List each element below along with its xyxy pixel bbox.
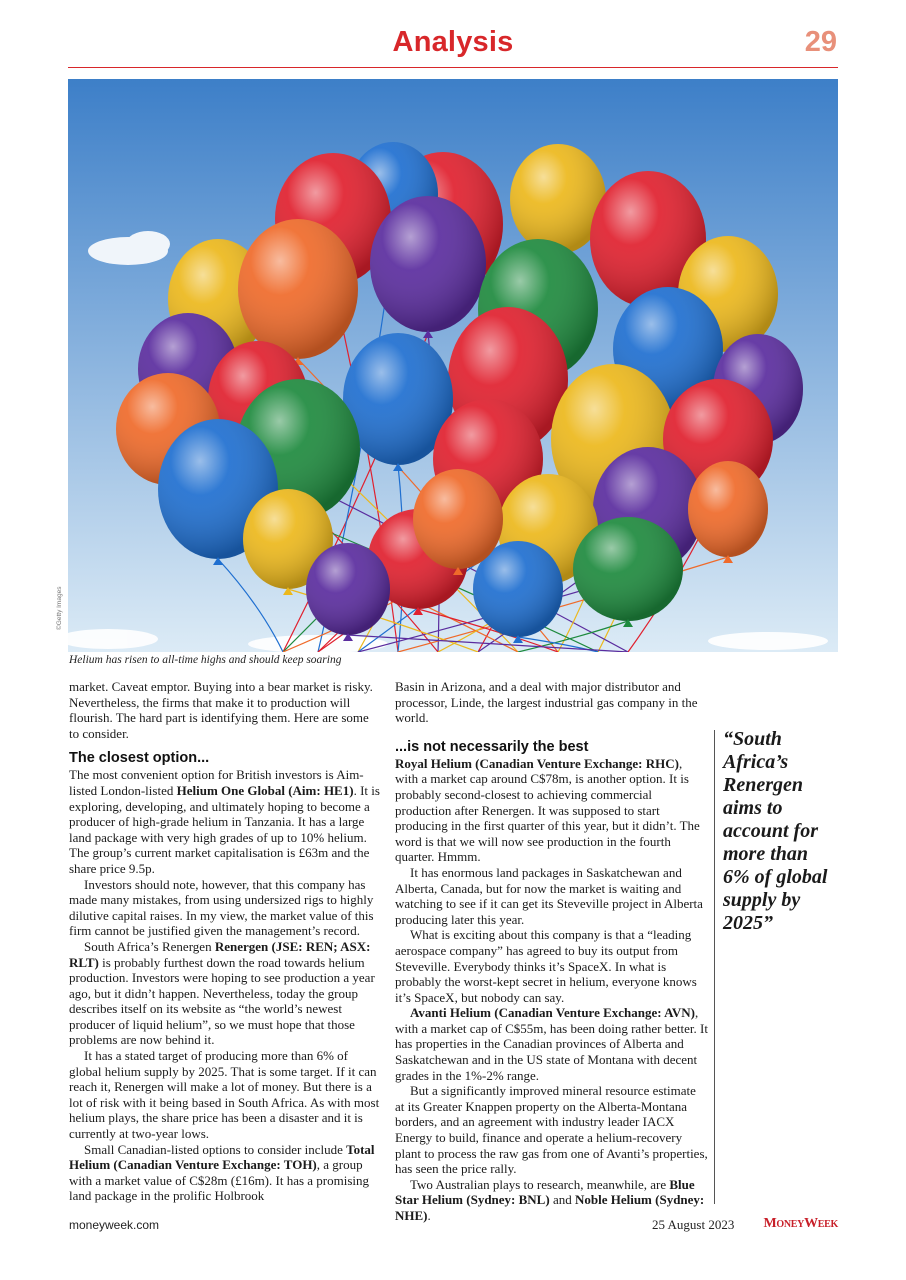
paragraph: [395, 756, 708, 865]
paragraph: [395, 1005, 708, 1083]
subheading: ...is not necessarily the best: [395, 738, 589, 755]
photo-credit: ©Getty Images: [56, 586, 63, 630]
paragraph-text: .: [427, 1208, 431, 1223]
paragraph: It has enormous land packages in Saskatchewan and Alberta, Canada, but for now the market is waiting and watching to see if it can get its Steveville project in Alberta producing later this year.: [395, 864, 703, 927]
paragraph: But a significantly improved mineral resource estimate at its Greater Knappen property on the Alberta-Montana borders, and an agreement with industry leader IACX Energy to build, finance and operate a helium-recovery plant to process the raw gas from one of Avanti’s properties, has seen the price rally.: [395, 1083, 708, 1177]
paragraph: [69, 767, 382, 876]
paragraph: What is exciting about this company is that a “leading aerospace company” has agreed to buy its output from Steveville. Everybody thinks it’s SpaceX. In what is probably the worst-kept secret in helium, everyone knows it’s SpaceX, but nobody can say.: [395, 927, 697, 1005]
company-name: Royal Helium (Canadian Venture Exchange: RHC): [395, 755, 679, 771]
paragraph: Investors should note, however, that this company has made many mistakes, from using undersized rigs to highly dilutive capital raises. In my view, the market value of this firm cannot be justified given the management’s record.: [69, 876, 374, 939]
company-name: Avanti Helium (Canadian Venture Exchange: AVN): [410, 1005, 695, 1021]
company-name: Noble Helium (Sydney: NHE): [395, 1192, 705, 1223]
paragraph-text: Two Australian plays to research, meanwhile, are: [410, 1176, 670, 1192]
paragraph: [69, 939, 382, 1048]
company-name: Helium One Global (Aim: HE1): [176, 782, 354, 798]
paragraph-text: is probably furthest down the road towards helium production. Investors were hoping to see production a year ago, but it didn’t happen. Nevertheless, today the group describes itself on its website as “the world’s newest producer of liquid helium”, so we must hope that those problems are now behind it.: [69, 954, 375, 1048]
paragraph-text: and: [549, 1192, 575, 1208]
paragraph-text: South Africa’s Renergen: [84, 938, 215, 954]
paragraph-text: Small Canadian-listed options to consider include: [84, 1141, 347, 1157]
footer-website: moneyweek.com: [69, 1218, 160, 1232]
header-divider: [68, 67, 838, 68]
photo-caption: Helium has risen to all-time highs and should keep soaring: [69, 654, 342, 666]
company-name: Blue Star Helium (Sydney: BNL): [395, 1176, 695, 1208]
company-name: Renergen (JSE: REN; ASX: RLT): [69, 938, 371, 970]
paragraph-text: , with a market cap around C$78m, is another option. It is probably second-closest to achieving commercial production after Renergen. It was supposed to start producing in the first quarter of this year, but it didn’t. The word is that we will now see production in the fourth quarter. Hmmm.: [395, 755, 700, 865]
paragraph: market. Caveat emptor. Buying into a bear market is risky. Nevertheless, the firms that make it to production will flourish. The hard part is identifying them. Here are some to consider.: [69, 679, 373, 741]
pull-quote-divider: [714, 730, 715, 1204]
paragraph-text: , a group with a market value of C$28m (£16m). It has a promising land package in the prolific Holbrook: [69, 1157, 370, 1204]
paragraph: It has a stated target of producing more than 6% of global helium supply by 2025. That is some target. If it can reach it, Renergen will make a lot of money. But there is a lot of risk with it being based in South Africa. As with most helium plays, the share price has been a disaster and it is currently at two-year lows.: [69, 1048, 380, 1142]
footer-date: 25 August 2023: [652, 1217, 735, 1232]
paragraph: Basin in Arizona, and a deal with major distributor and processor, Linde, the largest industrial gas company in the world.: [395, 679, 698, 726]
page-number: 29: [804, 26, 837, 58]
balloons-photo: [68, 79, 838, 652]
article-column-1: [69, 679, 382, 1204]
paragraph-text: , with a market cap of C$55m, has been doing rather better. It has properties in the Canadian provinces of Alberta and Saskatchewan and in the US state of Montana with decent grades in the 1%-2% range.: [395, 1005, 708, 1083]
article-column-2: [395, 679, 708, 1224]
paragraph-text: The most convenient option for British investors is Aim-listed London-listed: [69, 767, 364, 798]
paragraph-text: . It is exploring, developing, and ultimately hoping to become a producer of high-grade helium in Tanzania. It has a large land package with very high grades of up to 10% helium. The group’s current market capitalisation is £63m and the share price 9.5p.: [69, 782, 380, 876]
section-title: Analysis: [392, 26, 514, 58]
subheading: The closest option...: [69, 750, 210, 767]
paragraph: [69, 1142, 382, 1204]
company-name: Total Helium (Canadian Venture Exchange: TOH): [69, 1141, 375, 1173]
moneyweek-logo: MoneyWeek: [763, 1216, 838, 1231]
pull-quote: “South Africa’s Renergen aims to account for more than 6% of global supply by 2025”: [723, 728, 828, 934]
